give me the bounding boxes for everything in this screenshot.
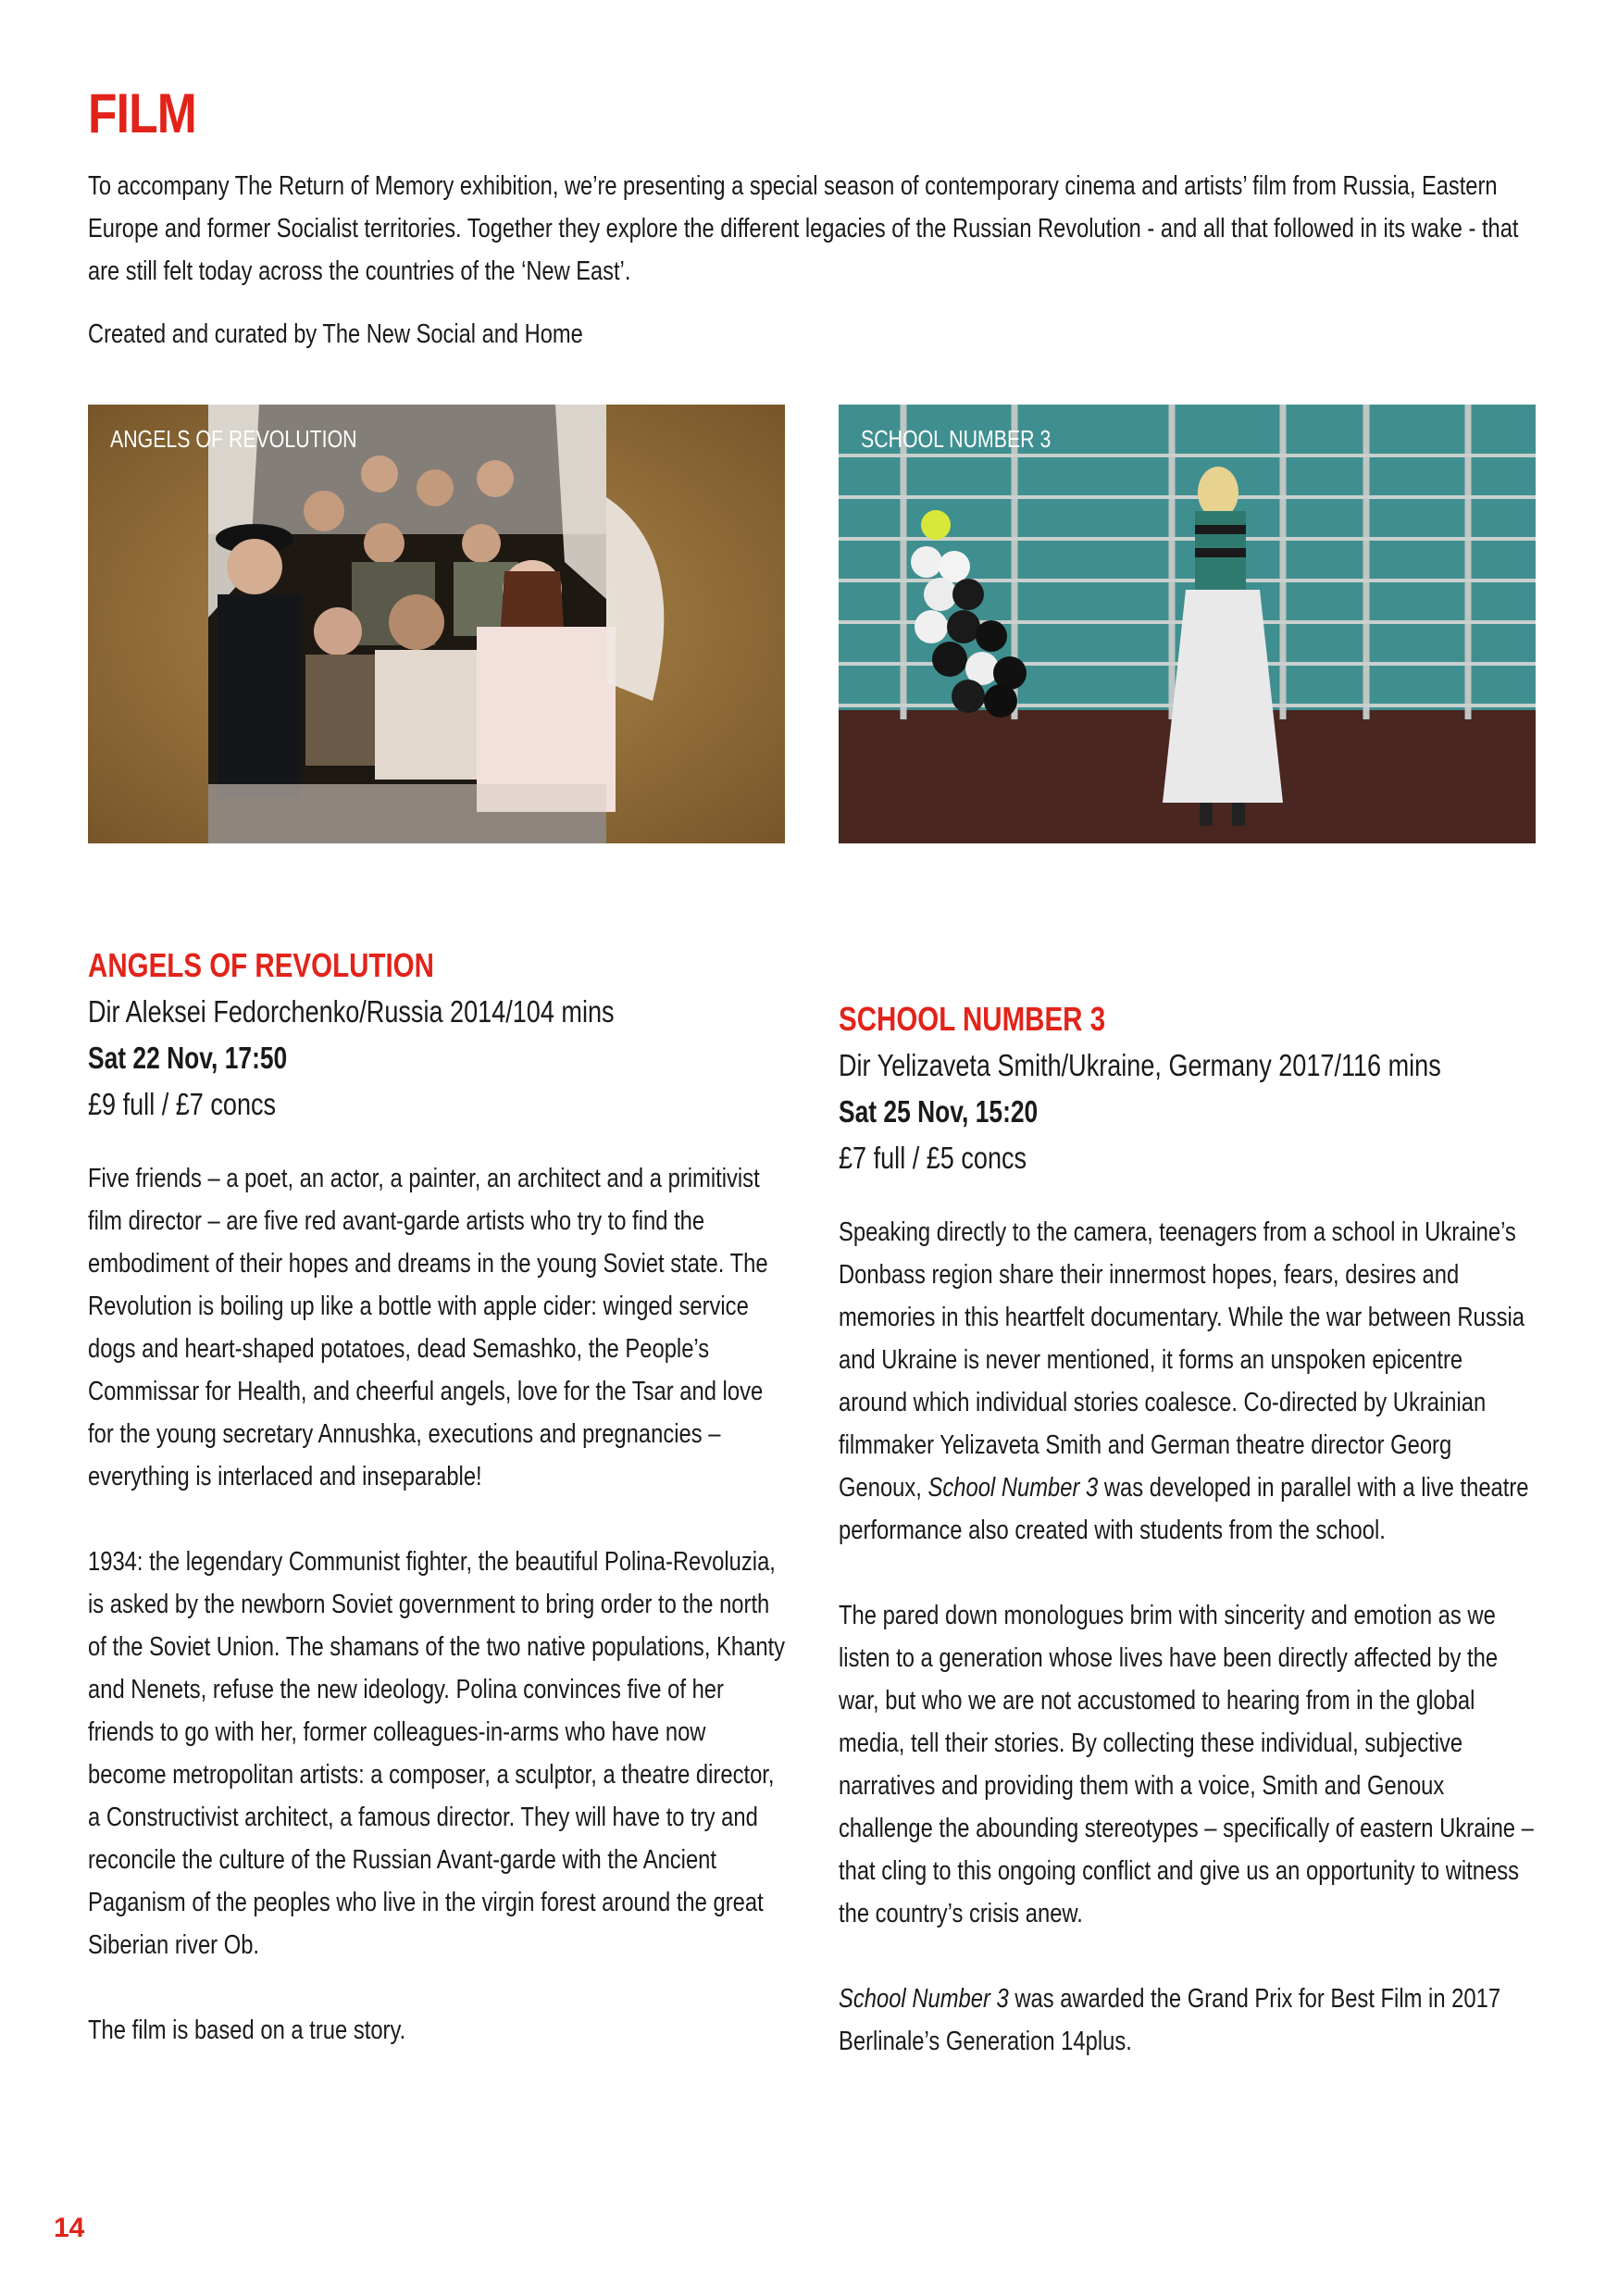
film-header-school-number-3 xyxy=(839,996,1574,1181)
film-price: £7 full / £5 concs xyxy=(839,1141,1027,1175)
film-title-italic: School Number 3 xyxy=(839,1984,1009,2014)
description-paragraph: Five friends – a poet, an actor, a painter, an architect and a primitivist film director – are five red avant-garde artists who try to find the embodiment of their hopes and dreams in the young Soviet state. The Revolution is boiling up like a bottle with apple cider: winged service dogs and heart-shaped potatoes, dead Semashko, the People’s Commissar for Health, and cheerful angels, love for the Tsar and love for the young secretary Annushka, executions and pregnancies – everything is interlaced and inseparable! xyxy=(88,1164,768,1491)
description-paragraph xyxy=(839,1978,1537,2063)
film-screening-date: Sat 22 Nov, 17:50 xyxy=(88,1041,288,1075)
curated-credit: Created and curated by The New Social and Home xyxy=(88,319,583,349)
film-description-school-number-3 xyxy=(839,1211,1537,2063)
film-title-italic: School Number 3 xyxy=(927,1473,1099,1503)
school-number-3-still xyxy=(839,405,1536,843)
intro-paragraph: To accompany The Return of Memory exhibition, we’re presenting a special season of contemporary cinema and artists’ film from Russia, Eastern Europe and former Socialist territories. Together they explore the different legacies of the Russian Revolution - and all that followed in its wake - that are still felt today across the countries of the ‘New East’. xyxy=(88,171,1519,286)
film-header-angels-of-revolution xyxy=(88,942,729,1128)
film-title: SCHOOL NUMBER 3 xyxy=(839,1000,1106,1038)
angels-of-revolution-image xyxy=(88,405,785,843)
description-text: Speaking directly to the camera, teenagers from a school in Ukraine’s Donbass region share their innermost hopes, fears, desires and memories in this heartfelt documentary. While the war between Russia and Ukraine is never mentioned, it forms an unspoken epicentre around which individual stories coalesce. Co-directed by Ukrainian filmmaker Yelizaveta Smith and German theatre director Georg Genoux, xyxy=(839,1217,1525,1503)
film-director-info: Dir Yelizaveta Smith/Ukraine, Germany 2017/116 mins xyxy=(839,1048,1441,1082)
angels-of-revolution-still xyxy=(88,405,785,843)
description-text: was awarded the Grand Prix for Best Film in 2017 Berlinale’s Generation 14plus. xyxy=(839,1984,1501,2056)
film-screening-date: Sat 25 Nov, 15:20 xyxy=(839,1094,1039,1129)
film-price: £9 full / £7 concs xyxy=(88,1087,277,1121)
film-description-angels-of-revolution xyxy=(88,1157,786,2052)
still-caption-left: ANGELS OF REVOLUTION xyxy=(110,425,357,453)
school-number-3-image xyxy=(839,405,1536,843)
page-number: 14 xyxy=(54,2213,85,2243)
description-paragraph xyxy=(839,1211,1537,1552)
film-director-info: Dir Aleksei Fedorchenko/Russia 2014/104 mins xyxy=(88,994,615,1029)
section-title: FILM xyxy=(88,82,196,144)
still-caption-right: SCHOOL NUMBER 3 xyxy=(861,425,1052,453)
description-paragraph: The pared down monologues brim with sincerity and emotion as we listen to a generation whose lives have been directly affected by the war, but who we are not accustomed to hearing from in the global media, tell their stories. By collecting these individual, subjective narratives and providing them with a voice, Smith and Genoux challenge the abounding stereotypes – specifically of eastern Ukraine – that cling to this ongoing conflict and give us an opportunity to witness the country’s crisis anew. xyxy=(839,1601,1534,1928)
description-text: was developed in parallel with a live theatre performance also created with students from the school. xyxy=(839,1473,1529,1545)
film-title: ANGELS OF REVOLUTION xyxy=(88,946,434,984)
description-paragraph: 1934: the legendary Communist fighter, the beautiful Polina-Revoluzia, is asked by the newborn Soviet government to bring order to the north of the Soviet Union. The shamans of the two native populations, Khanty and Nenets, refuse the new ideology. Polina convinces five of her friends to go with her, former colleagues-in-arms who have now become metropolitan artists: a composer, a sculptor, a theatre director, a Constructivist architect, a famous director. They will have to try and reconcile the culture of the Russian Avant-garde with the Ancient Paganism of the peoples who live in the virgin forest around the great Siberian river Ob. xyxy=(88,1547,786,1960)
description-paragraph: The film is based on a true story. xyxy=(88,2015,406,2045)
